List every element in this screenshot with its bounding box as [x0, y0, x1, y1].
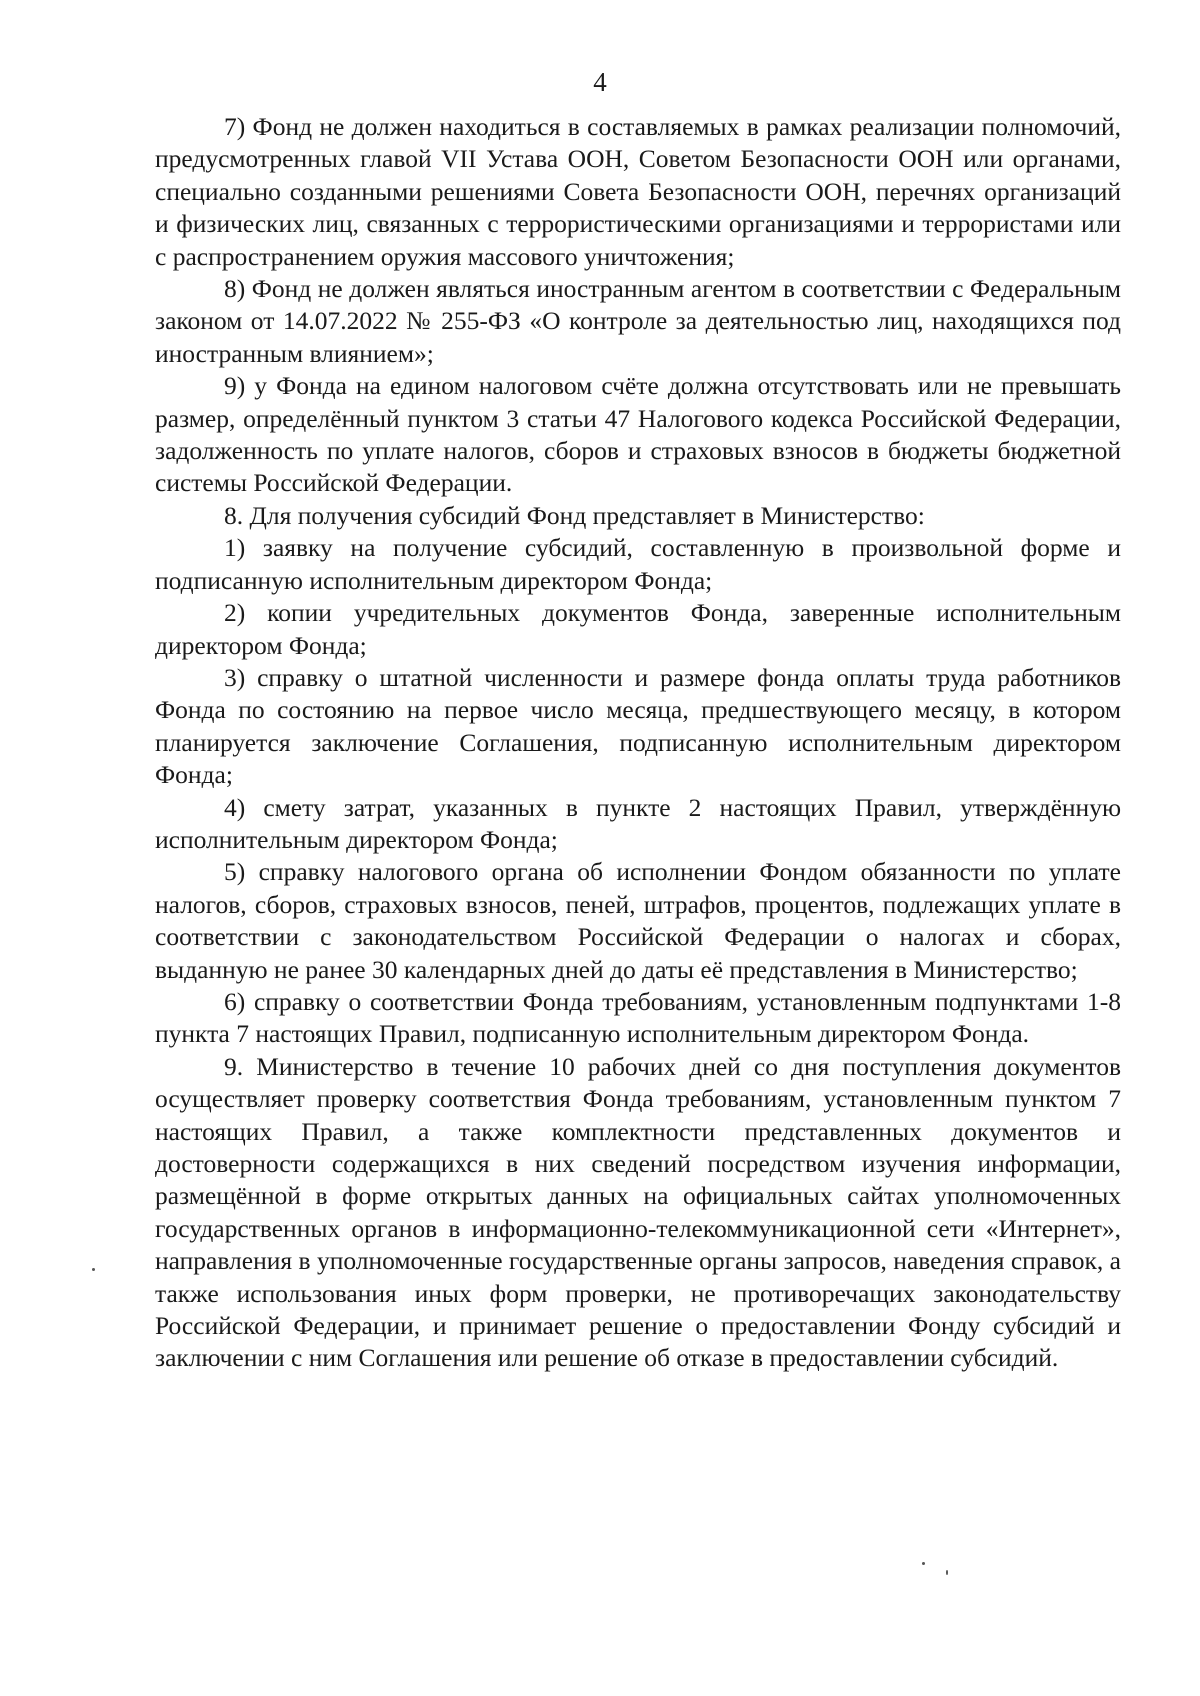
paragraph-8-4: 4) смету затрат, указанных в пункте 2 настоящих Правил, утверждённую исполнительным директором Фонда; — [155, 792, 1121, 854]
paragraph-7-7: 7) Фонд не должен находиться в составляемых в рамках реализации полномочий, предусмотренных главой VII Устава ООН, Советом Безопасности ООН или органами, специально созданными решениями Совета Безопасности ООН, перечнях организаций и физических лиц, связанных с террористическими организациями и террористами или с распространением оружия массового уничтожения; — [155, 112, 1121, 271]
paragraph-8-6: 6) справку о соответствии Фонда требованиям, установленным подпунктами 1-8 пункта 7 настоящих Правил, подписанную исполнительным директором Фонда. — [155, 986, 1121, 1049]
document-body — [155, 111, 1121, 1375]
page-number: 4 — [593, 67, 607, 97]
paragraph-8: 8. Для получения субсидий Фонд представляет в Министерство: — [224, 500, 925, 530]
paragraph-9: 9. Министерство в течение 10 рабочих дней со дня поступления документов осуществляет проверку соответствия Фонда требованиям, установленным пунктом 7 настоящих Правил, а также комплектности представленных документов и достоверности содержащихся в них сведений посредством изучения информации, размещённой в форме открытых данных на официальных сайтах уполномоченных государственных органов в информационно-телекоммуникационной сети «Интернет», направления в уполномоченные государственные органы запросов, наведения справок, а также использования иных форм проверки, не противоречащих законодательству Российской Федерации, и принимает решение о предоставлении Фонду субсидий и заключении с ним Соглашения или решение об отказе в предоставлении субсидий. — [155, 1051, 1121, 1373]
paragraph-7-9: 9) у Фонда на едином налоговом счёте должна отсутствовать или не превышать размер, определённый пунктом 3 статьи 47 Налогового кодекса Российской Федерации, задолженность по уплате налогов, сборов и страховых взносов в бюджеты бюджетной системы Российской Федерации. — [155, 371, 1121, 498]
paragraph-7-8: 8) Фонд не должен являться иностранным агентом в соответствии с Федеральным законом от 14.07.2022 № 255-ФЗ «О контроле за деятельностью лиц, находящихся под иностранным влиянием»; — [155, 274, 1121, 368]
paragraph-8-3: 3) справку о штатной численности и размере фонда оплаты труда работников Фонда по состоянию на первое число месяца, предшествующего месяцу, в котором планируется заключение Соглашения, подписанную исполнительным директором Фонда; — [155, 662, 1121, 790]
paragraph-8-1: 1) заявку на получение субсидий, составленную в произвольной форме и подписанную исполнительным директором Фонда; — [155, 533, 1121, 595]
paragraph-8-2: 2) копии учредительных документов Фонда, заверенные исполнительным директором Фонда; — [155, 598, 1121, 660]
scan-speck — [92, 1268, 95, 1271]
scan-speck — [946, 1570, 948, 1575]
paragraph-8-5: 5) справку налогового органа об исполнении Фондом обязанности по уплате налогов, сборов, страховых взносов, пеней, штрафов, процентов, подлежащих уплате в соответствии с законодательством Российской Федерации о налогах и сборах, выданную не ранее 30 календарных дней до даты её представления в Министерство; — [155, 857, 1121, 984]
scan-speck — [922, 1562, 925, 1565]
